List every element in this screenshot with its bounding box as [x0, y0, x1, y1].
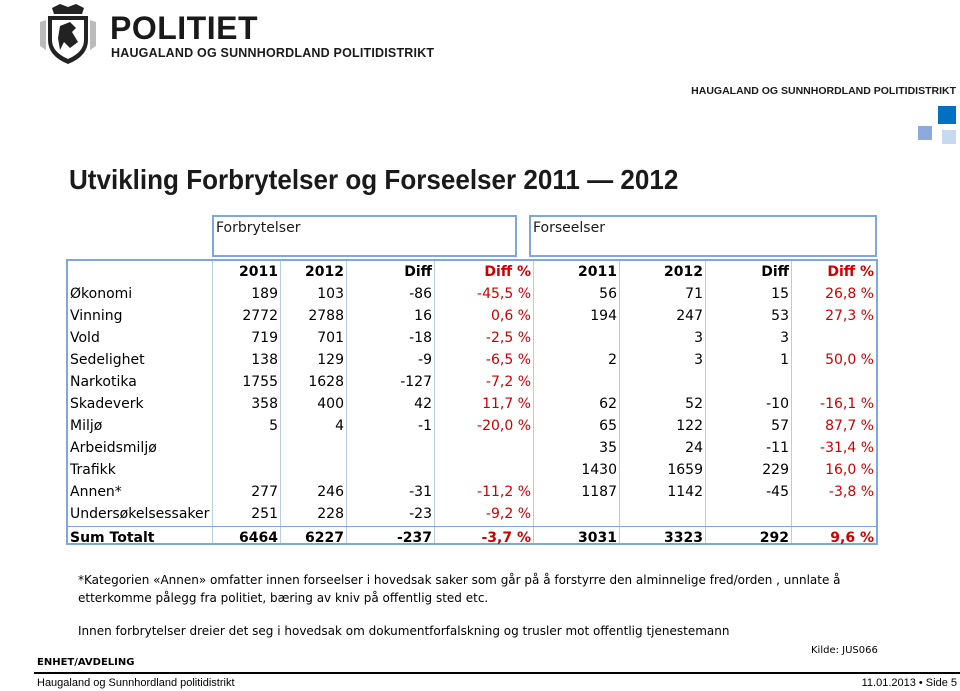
table-row — [68, 415, 876, 437]
value-cell: -11 — [766, 440, 789, 456]
value-cell — [280, 437, 344, 459]
value-cell: 1142 — [667, 484, 703, 500]
value-cell — [346, 437, 432, 459]
value-cell: 1659 — [667, 462, 703, 478]
diff-percent-cell — [791, 503, 874, 525]
value-cell — [619, 371, 703, 393]
row-label: Sum Totalt — [70, 530, 155, 546]
group-header-forbrytelser — [212, 215, 517, 257]
value-cell: -31 — [409, 484, 432, 500]
value-cell: 2788 — [308, 308, 344, 324]
value-cell: 1628 — [308, 374, 344, 390]
police-crest-icon — [36, 2, 100, 66]
table-row — [68, 503, 876, 525]
value-cell: -237 — [396, 530, 432, 546]
row-label: Økonomi — [70, 286, 133, 302]
value-cell: 24 — [685, 440, 703, 456]
row-label: Vinning — [70, 308, 123, 324]
brand-name: POLITIET — [110, 10, 258, 46]
value-cell — [212, 459, 278, 481]
value-cell — [619, 503, 703, 525]
column-header: 2012 — [305, 264, 344, 280]
statistics-table — [66, 259, 878, 545]
value-cell: 246 — [317, 484, 344, 500]
table-row — [68, 371, 876, 393]
diff-percent-cell: 16,0 % — [825, 462, 874, 478]
value-cell: 358 — [251, 396, 278, 412]
value-cell: 3323 — [664, 530, 703, 546]
diff-percent-cell: 9,6 % — [830, 530, 874, 546]
value-cell: -18 — [409, 330, 432, 346]
diff-percent-cell: -16,1 % — [820, 396, 874, 412]
row-label: Miljø — [70, 418, 103, 434]
source-label: Kilde: JUS066 — [811, 645, 878, 656]
value-cell: 6464 — [239, 530, 278, 546]
table-total-row — [68, 526, 876, 548]
column-header: 2011 — [239, 264, 278, 280]
deco-square-dark — [938, 106, 956, 124]
value-cell: 247 — [676, 308, 703, 324]
column-header: Diff % — [484, 264, 531, 280]
slide-title: Utvikling Forbrytelser og Forseelser 2011 — 2012 — [69, 164, 679, 195]
value-cell: 3031 — [578, 530, 617, 546]
value-cell: 53 — [771, 308, 789, 324]
value-cell: -1 — [418, 418, 432, 434]
value-cell: 4 — [335, 418, 344, 434]
group-header-forseelser — [529, 215, 877, 257]
note-forbrytelser: Innen forbrytelser dreier det seg i hovedsak om dokumentforfalskning og trusler mot offentlig tjenestemann — [78, 624, 730, 638]
value-cell: 42 — [414, 396, 432, 412]
value-cell: 2772 — [242, 308, 278, 324]
value-cell: 65 — [599, 418, 617, 434]
value-cell — [212, 437, 278, 459]
value-cell: 56 — [599, 286, 617, 302]
footer-divider — [34, 672, 960, 674]
value-cell: 277 — [251, 484, 278, 500]
value-cell — [280, 459, 344, 481]
diff-percent-cell: -7,2 % — [485, 374, 531, 390]
footer-date-page: 11.01.2013 • Side 5 — [861, 677, 957, 689]
table-row — [68, 283, 876, 305]
diff-percent-cell: -20,0 % — [477, 418, 531, 434]
row-label: Annen* — [70, 484, 122, 500]
diff-percent-cell: -3,7 % — [481, 530, 531, 546]
diff-percent-cell: 27,3 % — [825, 308, 874, 324]
value-cell: 400 — [317, 396, 344, 412]
value-cell — [533, 327, 617, 349]
table-row — [68, 305, 876, 327]
row-label: Sedelighet — [70, 352, 145, 368]
value-cell: -23 — [409, 506, 432, 522]
diff-percent-cell: -3,8 % — [828, 484, 874, 500]
diff-percent-cell — [434, 437, 531, 459]
value-cell: 57 — [771, 418, 789, 434]
value-cell: 52 — [685, 396, 703, 412]
row-label: Skadeverk — [70, 396, 144, 412]
footer-organization: Haugaland og Sunnhordland politidistrikt — [37, 677, 235, 689]
table-row — [68, 327, 876, 349]
value-cell: 719 — [251, 330, 278, 346]
diff-percent-cell: -11,2 % — [477, 484, 531, 500]
value-cell: -45 — [766, 484, 789, 500]
value-cell: 5 — [269, 418, 278, 434]
value-cell: 62 — [599, 396, 617, 412]
value-cell — [705, 371, 789, 393]
deco-square-light — [942, 130, 956, 144]
brand-subtitle: HAUGALAND OG SUNNHORDLAND POLITIDISTRIKT — [111, 46, 435, 60]
value-cell: 1755 — [242, 374, 278, 390]
diff-percent-cell — [434, 459, 531, 481]
value-cell: 1430 — [581, 462, 617, 478]
value-cell: 16 — [414, 308, 432, 324]
value-cell: 122 — [676, 418, 703, 434]
value-cell — [533, 503, 617, 525]
diff-percent-cell: 87,7 % — [825, 418, 874, 434]
column-header: Diff % — [827, 264, 874, 280]
value-cell: -9 — [418, 352, 432, 368]
value-cell: 251 — [251, 506, 278, 522]
table-row — [68, 349, 876, 371]
row-label: Arbeidsmiljø — [70, 440, 157, 456]
value-cell: 1187 — [581, 484, 617, 500]
value-cell: 194 — [590, 308, 617, 324]
deco-square-mid — [918, 126, 932, 140]
value-cell: 2 — [608, 352, 617, 368]
table-row — [68, 459, 876, 481]
diff-percent-cell: 26,8 % — [825, 286, 874, 302]
value-cell: 292 — [759, 530, 789, 546]
value-cell: 228 — [317, 506, 344, 522]
value-cell: 15 — [771, 286, 789, 302]
diff-percent-cell: 50,0 % — [825, 352, 874, 368]
row-label: Trafikk — [70, 462, 116, 478]
column-header: Diff — [761, 264, 789, 280]
diff-percent-cell: -6,5 % — [485, 352, 531, 368]
value-cell — [705, 503, 789, 525]
value-cell — [346, 459, 432, 481]
value-cell: 129 — [317, 352, 344, 368]
diff-percent-cell: -9,2 % — [485, 506, 531, 522]
group-label-forbrytelser: Forbrytelser — [216, 220, 301, 236]
row-label: Vold — [70, 330, 100, 346]
value-cell: 35 — [599, 440, 617, 456]
diff-percent-cell: 11,7 % — [482, 396, 531, 412]
table-row — [68, 437, 876, 459]
diff-percent-cell: -45,5 % — [477, 286, 531, 302]
value-cell: 71 — [685, 286, 703, 302]
decorative-squares — [918, 106, 960, 146]
column-header: 2011 — [578, 264, 617, 280]
table-row — [68, 393, 876, 415]
value-cell: 189 — [251, 286, 278, 302]
table-header-row — [68, 261, 876, 283]
value-cell: -127 — [400, 374, 432, 390]
value-cell: -10 — [766, 396, 789, 412]
header-district-name: HAUGALAND OG SUNNHORDLAND POLITIDISTRIKT — [691, 85, 956, 97]
column-header: 2012 — [664, 264, 703, 280]
value-cell: -86 — [409, 286, 432, 302]
value-cell: 229 — [762, 462, 789, 478]
table-row — [68, 481, 876, 503]
value-cell: 103 — [317, 286, 344, 302]
value-cell: 6227 — [305, 530, 344, 546]
column-header: Diff — [404, 264, 432, 280]
group-label-forseelser: Forseelser — [533, 220, 605, 236]
value-cell — [533, 371, 617, 393]
row-label: Narkotika — [70, 374, 137, 390]
diff-percent-cell — [791, 371, 874, 393]
value-cell: 701 — [317, 330, 344, 346]
value-cell: 138 — [251, 352, 278, 368]
value-cell: 3 — [694, 330, 703, 346]
diff-percent-cell: -2,5 % — [485, 330, 531, 346]
value-cell: 3 — [780, 330, 789, 346]
diff-percent-cell: 0,6 % — [490, 308, 531, 324]
footnote: *Kategorien «Annen» omfatter innen forseelser i hovedsak saker som går på å forstyrre den alminnelige fred/orden , unnlate å etterkomme pålegg fra politiet, bæring av kniv på offentlig sted etc. — [78, 573, 841, 605]
diff-percent-cell — [791, 327, 874, 349]
diff-percent-cell: -31,4 % — [820, 440, 874, 456]
value-cell: 1 — [780, 352, 789, 368]
value-cell: 3 — [694, 352, 703, 368]
row-label: Undersøkelsessaker — [70, 506, 210, 522]
unit-label: ENHET/AVDELING — [37, 657, 135, 668]
